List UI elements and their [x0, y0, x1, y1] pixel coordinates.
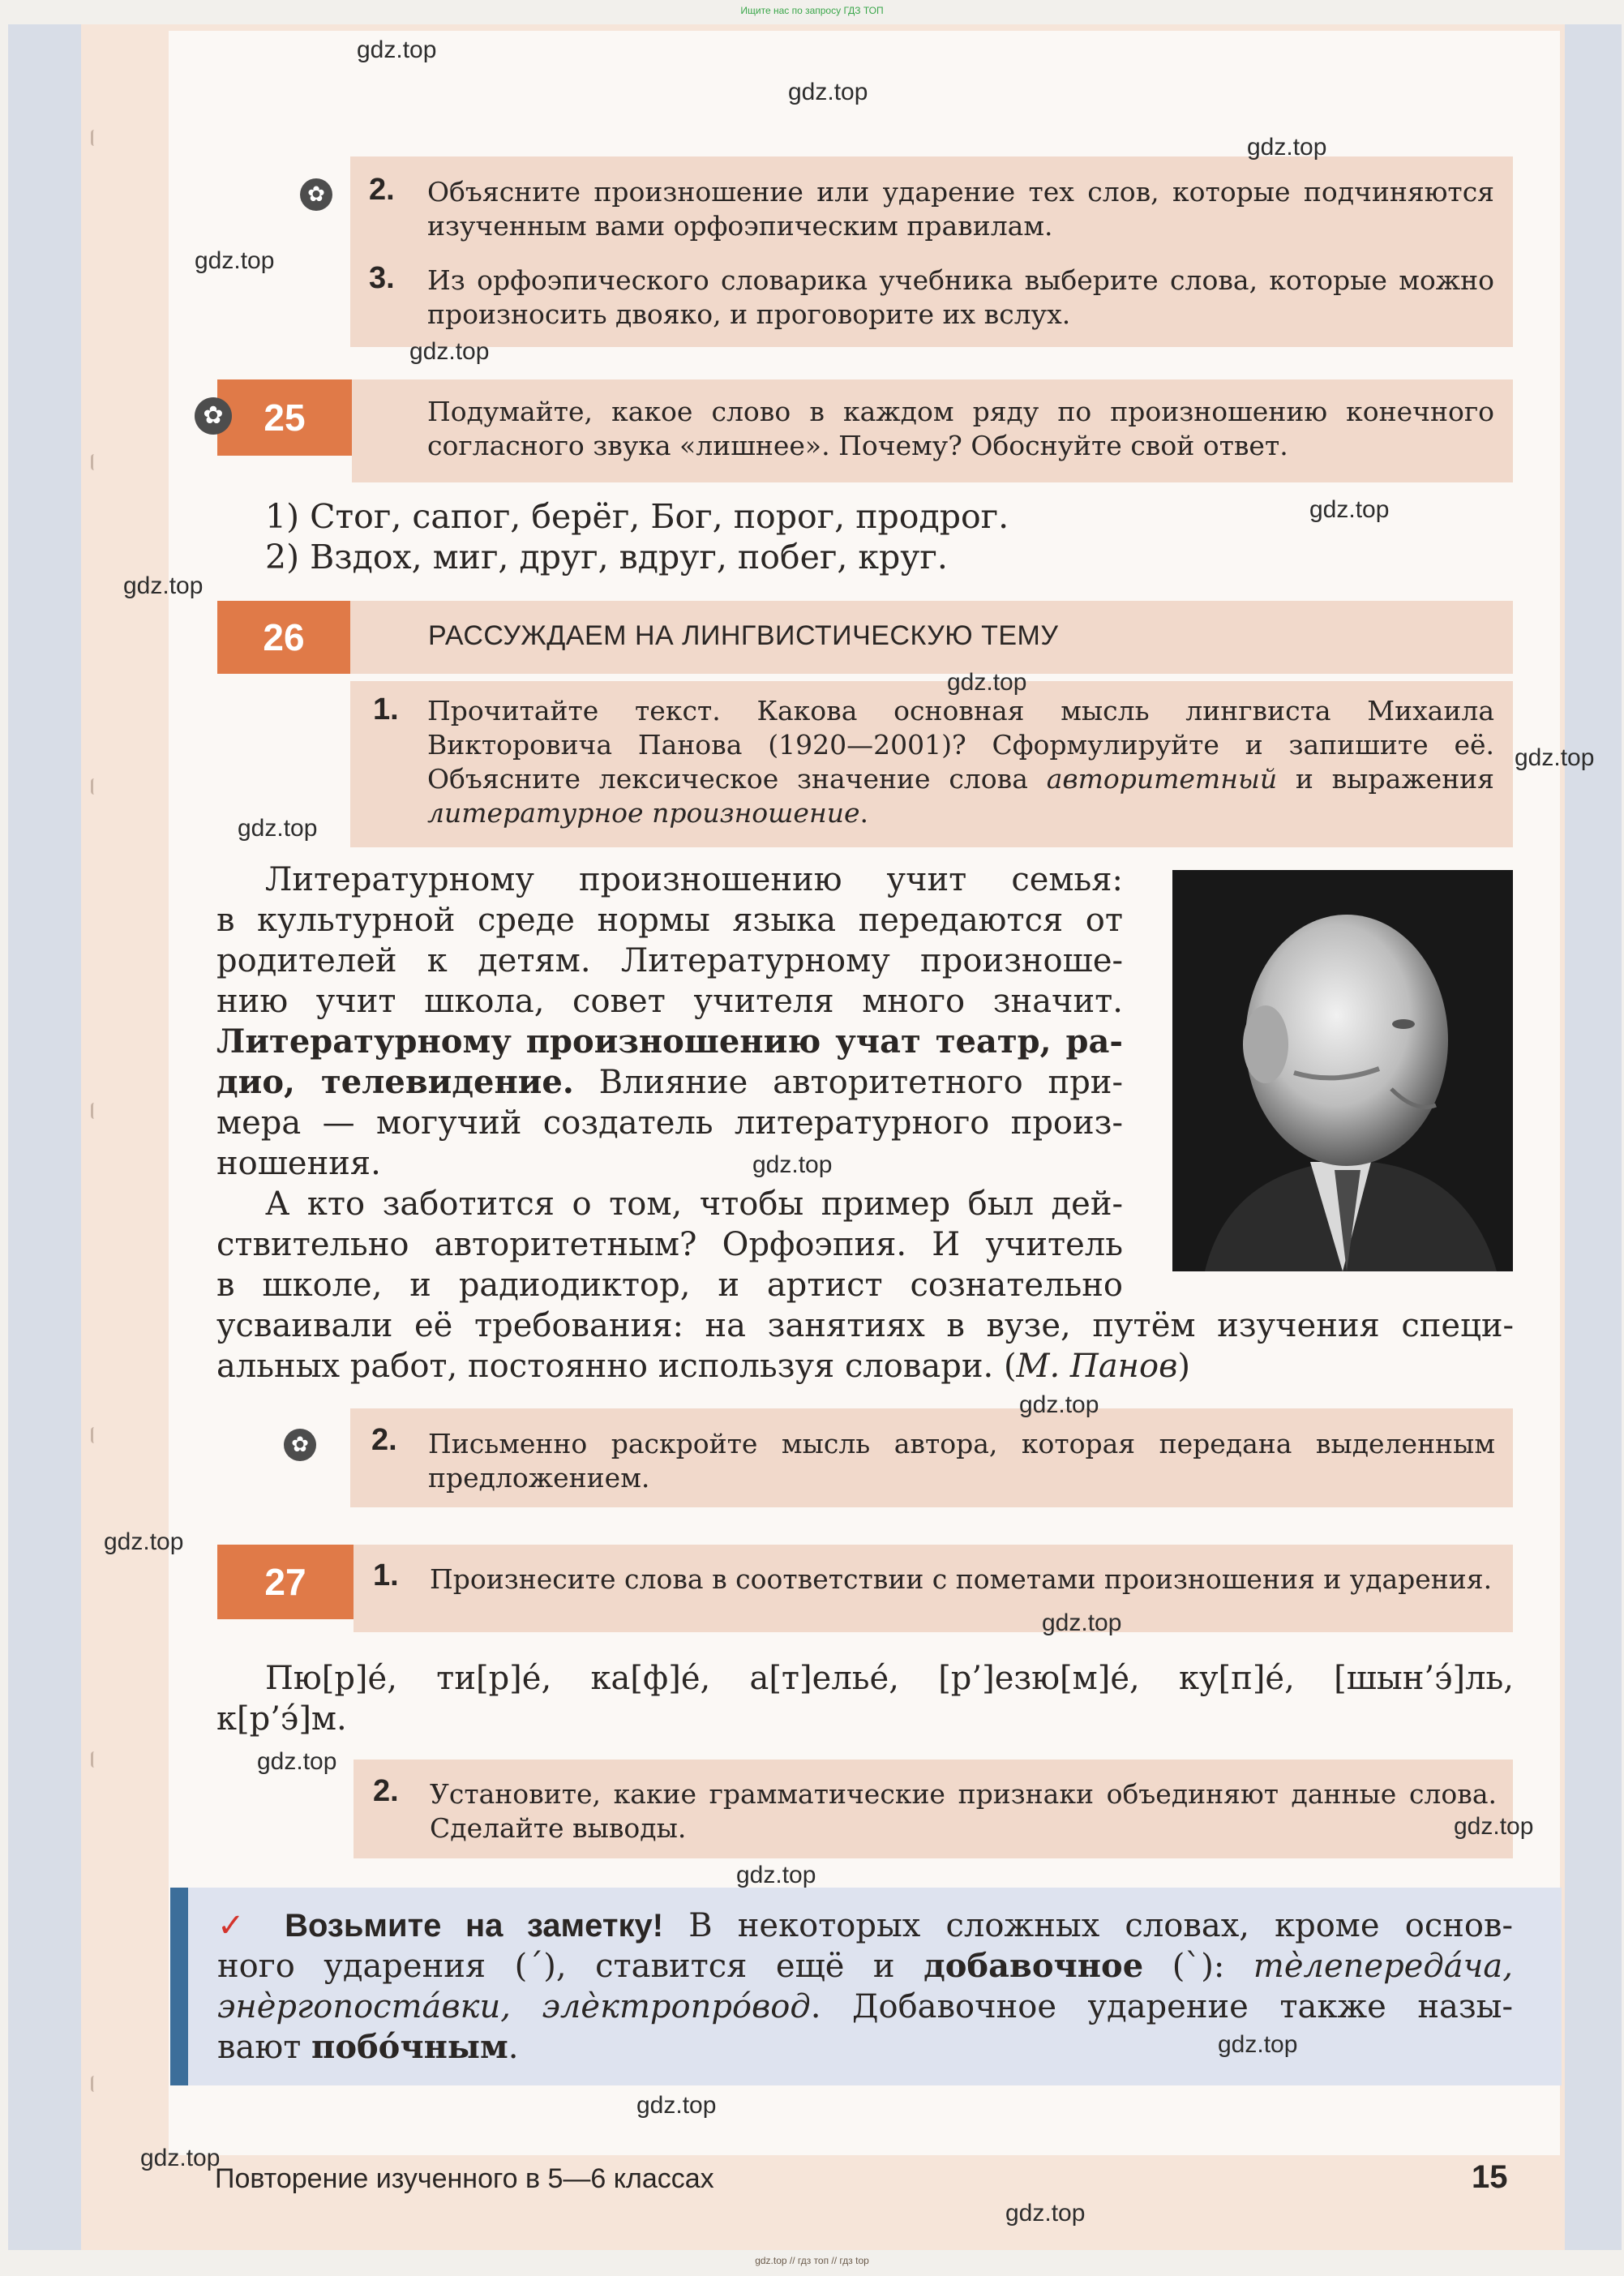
- binding-stitch: [91, 454, 101, 470]
- watermark: gdz.top: [238, 815, 318, 842]
- panov-text-paragraph-1: Литературному произношению учит семья: в культурной среде нормы языка передаются от родителей к детям. Литературному произноше- нию учит школа, совет учителя много значит. Литературному произношению учат театр, ра- дио, телевидение. Влияние авторитетного при- мера — могучий создатель литературного произ- ношения. А кто заботится о том, чтобы пример был дей- ствительно авторитетным? Орфоэпия. И учитель в школе, и радиодиктор, и артист сознательно: [216, 861, 1123, 1304]
- watermark: gdz.top: [788, 79, 868, 105]
- watermark: gdz.top: [1247, 134, 1327, 161]
- top-banner: Ищите нас по запросу ГДЗ ТОП: [740, 5, 884, 16]
- watermark: gdz.top: [1515, 744, 1595, 771]
- exercise-26-heading: РАССУЖДАЕМ НА ЛИНГВИСТИЧЕСКУЮ ТЕМУ: [428, 620, 1059, 651]
- bottom-banner: gdz.top // гдз топ // гдз top: [755, 2255, 869, 2266]
- watermark: gdz.top: [1042, 1609, 1122, 1636]
- exercise-26-task-1-text: Прочитайте текст. Какова основная мысль лингвиста Михаила Викторовича Панова (1920—2001)? Сформулируйте и запишите её. Объясните лексическое значение слова авторитетный и выражения литературное произношение.: [427, 695, 1494, 829]
- exercise-27-words: Пю[р]é, ти[р]é, ка[ф]é, а[т]ельé, [р’]езю[м]é, ку[п]é, [шын’э́]ль, к[р’э́]м.: [216, 1660, 1514, 1738]
- exercise-25-row-1: 1) Стог, сапог, берёг, Бог, порог, продрог.: [265, 497, 1009, 536]
- task-3-text: Из орфоэпического словарика учебника выберите слова, которые можно произносить двояко, и проговорите их вслух.: [427, 264, 1494, 330]
- watermark: gdz.top: [1309, 496, 1390, 523]
- watermark: gdz.top: [257, 1748, 337, 1775]
- section-footer: Повторение изученного в 5—6 классах: [215, 2163, 714, 2194]
- exercise-25-text: Подумайте, какое слово в каждом ряду по произношению конечного согласного звука «лишнее». Почему? Обоснуйте свой ответ.: [427, 396, 1494, 461]
- exercise-number-25: 25: [217, 379, 352, 456]
- binding-stitch: [91, 1751, 101, 1768]
- task-number: 2.: [369, 173, 395, 207]
- task-number: 1.: [373, 692, 399, 727]
- watermark: gdz.top: [736, 1862, 816, 1888]
- portrait-photo: [1172, 870, 1513, 1271]
- watermark: gdz.top: [1454, 1813, 1534, 1840]
- flower-icon: ✿: [284, 1429, 316, 1461]
- watermark: gdz.top: [140, 2145, 221, 2171]
- watermark: gdz.top: [1019, 1391, 1099, 1418]
- binding-stitch: [91, 130, 101, 146]
- watermark: gdz.top: [947, 669, 1027, 696]
- watermark: gdz.top: [636, 2092, 717, 2119]
- watermark: gdz.top: [752, 1151, 833, 1178]
- watermark: gdz.top: [104, 1528, 184, 1555]
- binding-stitch: [91, 778, 101, 795]
- watermark: gdz.top: [195, 247, 275, 274]
- task-2-text: Объясните произношение или ударение тех слов, которые подчиняются изученным вами орфоэпическим правилам.: [427, 176, 1494, 242]
- exercise-number-27: 27: [217, 1545, 354, 1619]
- page-number: 15: [1472, 2159, 1508, 2195]
- watermark: gdz.top: [1218, 2031, 1298, 2058]
- watermark: gdz.top: [1005, 2200, 1086, 2227]
- flower-icon: ✿: [300, 178, 332, 211]
- task-number: 2.: [371, 1423, 397, 1457]
- task-number: 3.: [369, 261, 395, 295]
- portrait-illustration: [1172, 870, 1513, 1271]
- note-text: ✓ Возьмите на заметку! В некоторых сложных словах, кроме основ- ного ударения (´), ставится ещё и добавочное (`): тѐлепереда́ча, энѐргопоста́вки, элѐктропро́вод. Добавочное ударение также назы- вают побо́чным.: [217, 1907, 1514, 2066]
- exercise-25-row-2: 2) Вздох, миг, друг, вдруг, побег, круг.: [265, 538, 948, 577]
- binding-stitch: [91, 1427, 101, 1443]
- binding-stitch: [91, 2076, 101, 2092]
- watermark: gdz.top: [409, 338, 490, 365]
- panov-text-paragraph-2: усваивали её требования: на занятиях в вузе, путём изучения специ- альных работ, постоянно используя словари. (М. Панов): [216, 1307, 1514, 1385]
- watermark: gdz.top: [357, 36, 437, 63]
- check-icon: ✓: [217, 1907, 259, 1944]
- exercise-number-26: 26: [217, 601, 350, 674]
- task-number: 1.: [373, 1558, 399, 1592]
- flower-icon: ✿: [195, 397, 232, 435]
- binding-stitch: [91, 1103, 101, 1119]
- exercise-27-task-2-text: Установите, какие грамматические признаки объединяют данные слова. Сделайте выводы.: [430, 1778, 1497, 1844]
- exercise-26-task-2-text: Письменно раскройте мысль автора, которая передана выделенным предложением.: [428, 1428, 1495, 1494]
- note-accent-bar: [170, 1888, 188, 2085]
- watermark: gdz.top: [123, 572, 204, 599]
- task-number: 2.: [373, 1774, 399, 1808]
- exercise-27-task-1-text: Произнесите слова в соответствии с пометами произношения и ударения.: [430, 1563, 1493, 1595]
